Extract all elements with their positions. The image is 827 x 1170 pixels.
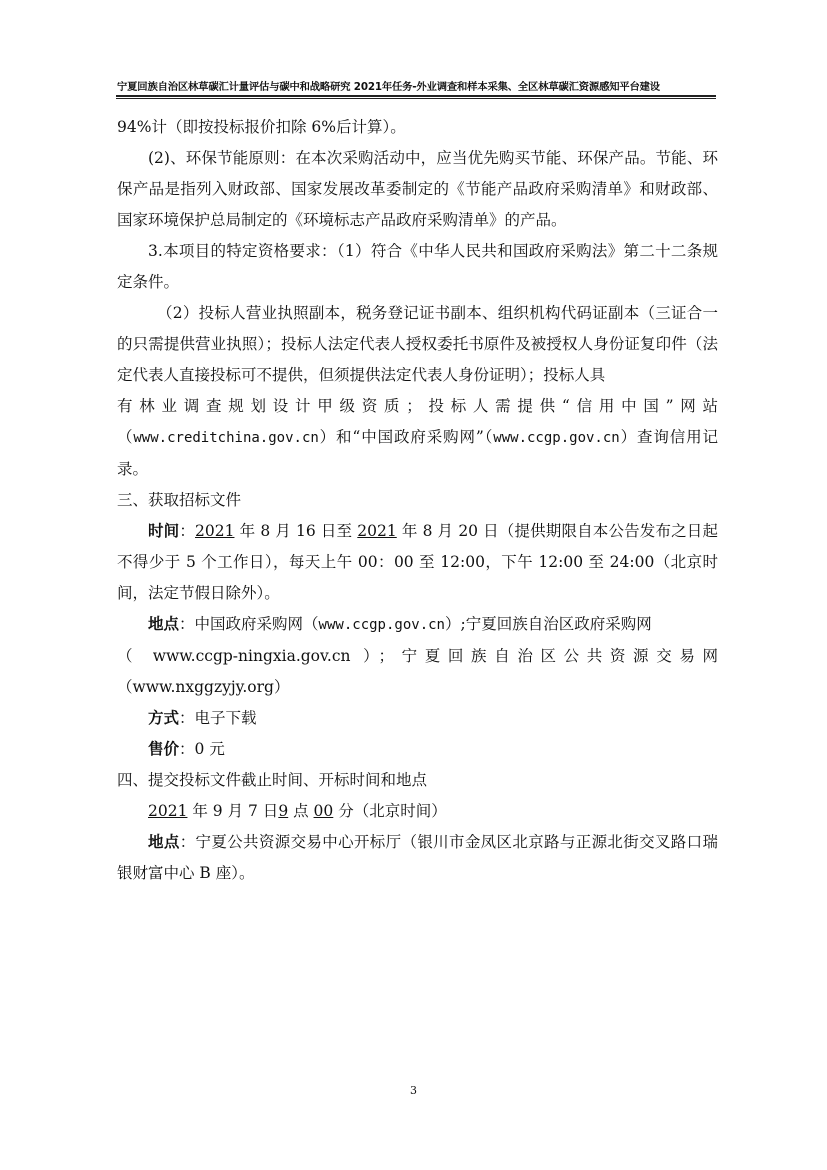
deadline-end: 分（北京时间） bbox=[333, 802, 447, 820]
place-line1b: ）;宁夏回族自治区政府采购网 bbox=[444, 615, 652, 633]
paragraph-green-procurement: (2)、环保节能原则：在本次采购活动中，应当优先购买节能、环保产品。节能、环保产品是指列入财政部、国家发展改革委制定的《节能产品政府采购清单》和财政部、国家环境保护总局制定的《环境标志产品政府采购清单》的产品。 bbox=[117, 149, 718, 229]
deadline-minute: 00 bbox=[313, 802, 334, 820]
ccgp-link-2[interactable]: www.ccgp.gov.cn bbox=[318, 617, 445, 633]
time-sep: ： bbox=[179, 522, 196, 540]
price-sep: ： bbox=[179, 740, 195, 758]
venue-sep: ： bbox=[179, 833, 196, 851]
time-label: 时间 bbox=[148, 522, 180, 540]
qualification-text-3: ）查询信用记录。 bbox=[117, 428, 718, 478]
deadline-mid2: 点 bbox=[288, 802, 314, 820]
place-line1a: 中国政府采购网（ bbox=[194, 615, 319, 633]
time-rest: 年 8 月 20 日（提供期限自本公告发布之日起不得少于 5 个工作日），每天上午 00：00 至 12:00，下午 12:00 至 24:00（北京时间，法定节假日除外）。 bbox=[117, 522, 718, 602]
paragraph-price bbox=[117, 734, 718, 765]
section-3-heading: 三、获取招标文件 bbox=[117, 491, 242, 509]
paragraph-qualification-2-end bbox=[117, 422, 718, 485]
price-label: 售价 bbox=[148, 740, 180, 758]
time-end-year: 2021 bbox=[357, 522, 397, 540]
header-rule-thick bbox=[116, 95, 716, 97]
paragraph-venue bbox=[117, 827, 718, 889]
page-number: 3 bbox=[410, 1084, 417, 1097]
deadline-year: 2021 bbox=[148, 802, 188, 820]
deadline-mid1: 年 9 月 7 日 bbox=[187, 802, 279, 820]
method-value: 电子下载 bbox=[194, 709, 257, 727]
place-line-2: （ www.ccgp-ningxia.gov.cn ）；宁夏回族自治区公共资源交易网 bbox=[117, 647, 718, 665]
paragraph-place bbox=[117, 609, 718, 641]
place-line-3: （www.nxggzyjy.org） bbox=[117, 678, 290, 696]
time-mid: 年 8 月 16 日至 bbox=[234, 522, 358, 540]
qualification-text-2: ）和“中国政府采购网”（ bbox=[318, 428, 494, 446]
paragraph-qualification-2-cont: 有林业调查规划设计甲级资质；投标人需提供“信用中国”网站 bbox=[117, 397, 718, 415]
paragraph-qualification-1: 3.本项目的特定资格要求：（1）符合《中华人民共和国政府采购法》第二十二条规定条件。 bbox=[117, 242, 718, 291]
method-label: 方式 bbox=[148, 709, 180, 727]
venue-label: 地点 bbox=[148, 833, 180, 851]
section-4-heading: 四、提交投标文件截止时间、开标时间和地点 bbox=[117, 771, 428, 789]
paragraph-qualification-2 bbox=[117, 298, 718, 391]
qualification-text: （2）投标人营业执照副本，税务登记证书副本、组织机构代码证副本（三证合一的只需提供营业执照）；投标人法定代表人授权委托书原件及被授权人身份证复印件（法定代表人直接投标可不提供，但须提供法定代表人身份证明）；投标人具 bbox=[117, 304, 718, 384]
ccgp-link[interactable]: www.ccgp.gov.cn bbox=[493, 430, 620, 446]
header-rule-thin bbox=[116, 98, 716, 99]
place-label: 地点 bbox=[148, 615, 180, 633]
paragraph-time bbox=[117, 516, 718, 609]
document-header: 宁夏回族自治区林草碳汇计量评估与碳中和战略研究 2021年任务-外业调查和样本采集、全区林草碳汇资源感知平台建设 bbox=[117, 81, 660, 93]
venue-value: 宁夏公共资源交易中心开标厅（银川市金凤区北京路与正源北街交叉路口瑞银财富中心 B 座）。 bbox=[117, 833, 718, 882]
paragraph-price-deduction: 94%计（即按投标报价扣除 6%后计算）。 bbox=[117, 118, 406, 136]
paragraph-deadline bbox=[117, 796, 718, 827]
page-content bbox=[117, 112, 718, 889]
creditchina-link[interactable]: www.creditchina.gov.cn bbox=[133, 430, 319, 446]
price-value: 0 元 bbox=[194, 740, 225, 758]
paren-open: （ bbox=[117, 428, 134, 446]
method-sep: ： bbox=[179, 709, 195, 727]
paragraph-method bbox=[117, 703, 718, 734]
deadline-hour: 9 bbox=[278, 802, 289, 820]
place-sep: ： bbox=[179, 615, 195, 633]
time-start-year: 2021 bbox=[195, 522, 235, 540]
